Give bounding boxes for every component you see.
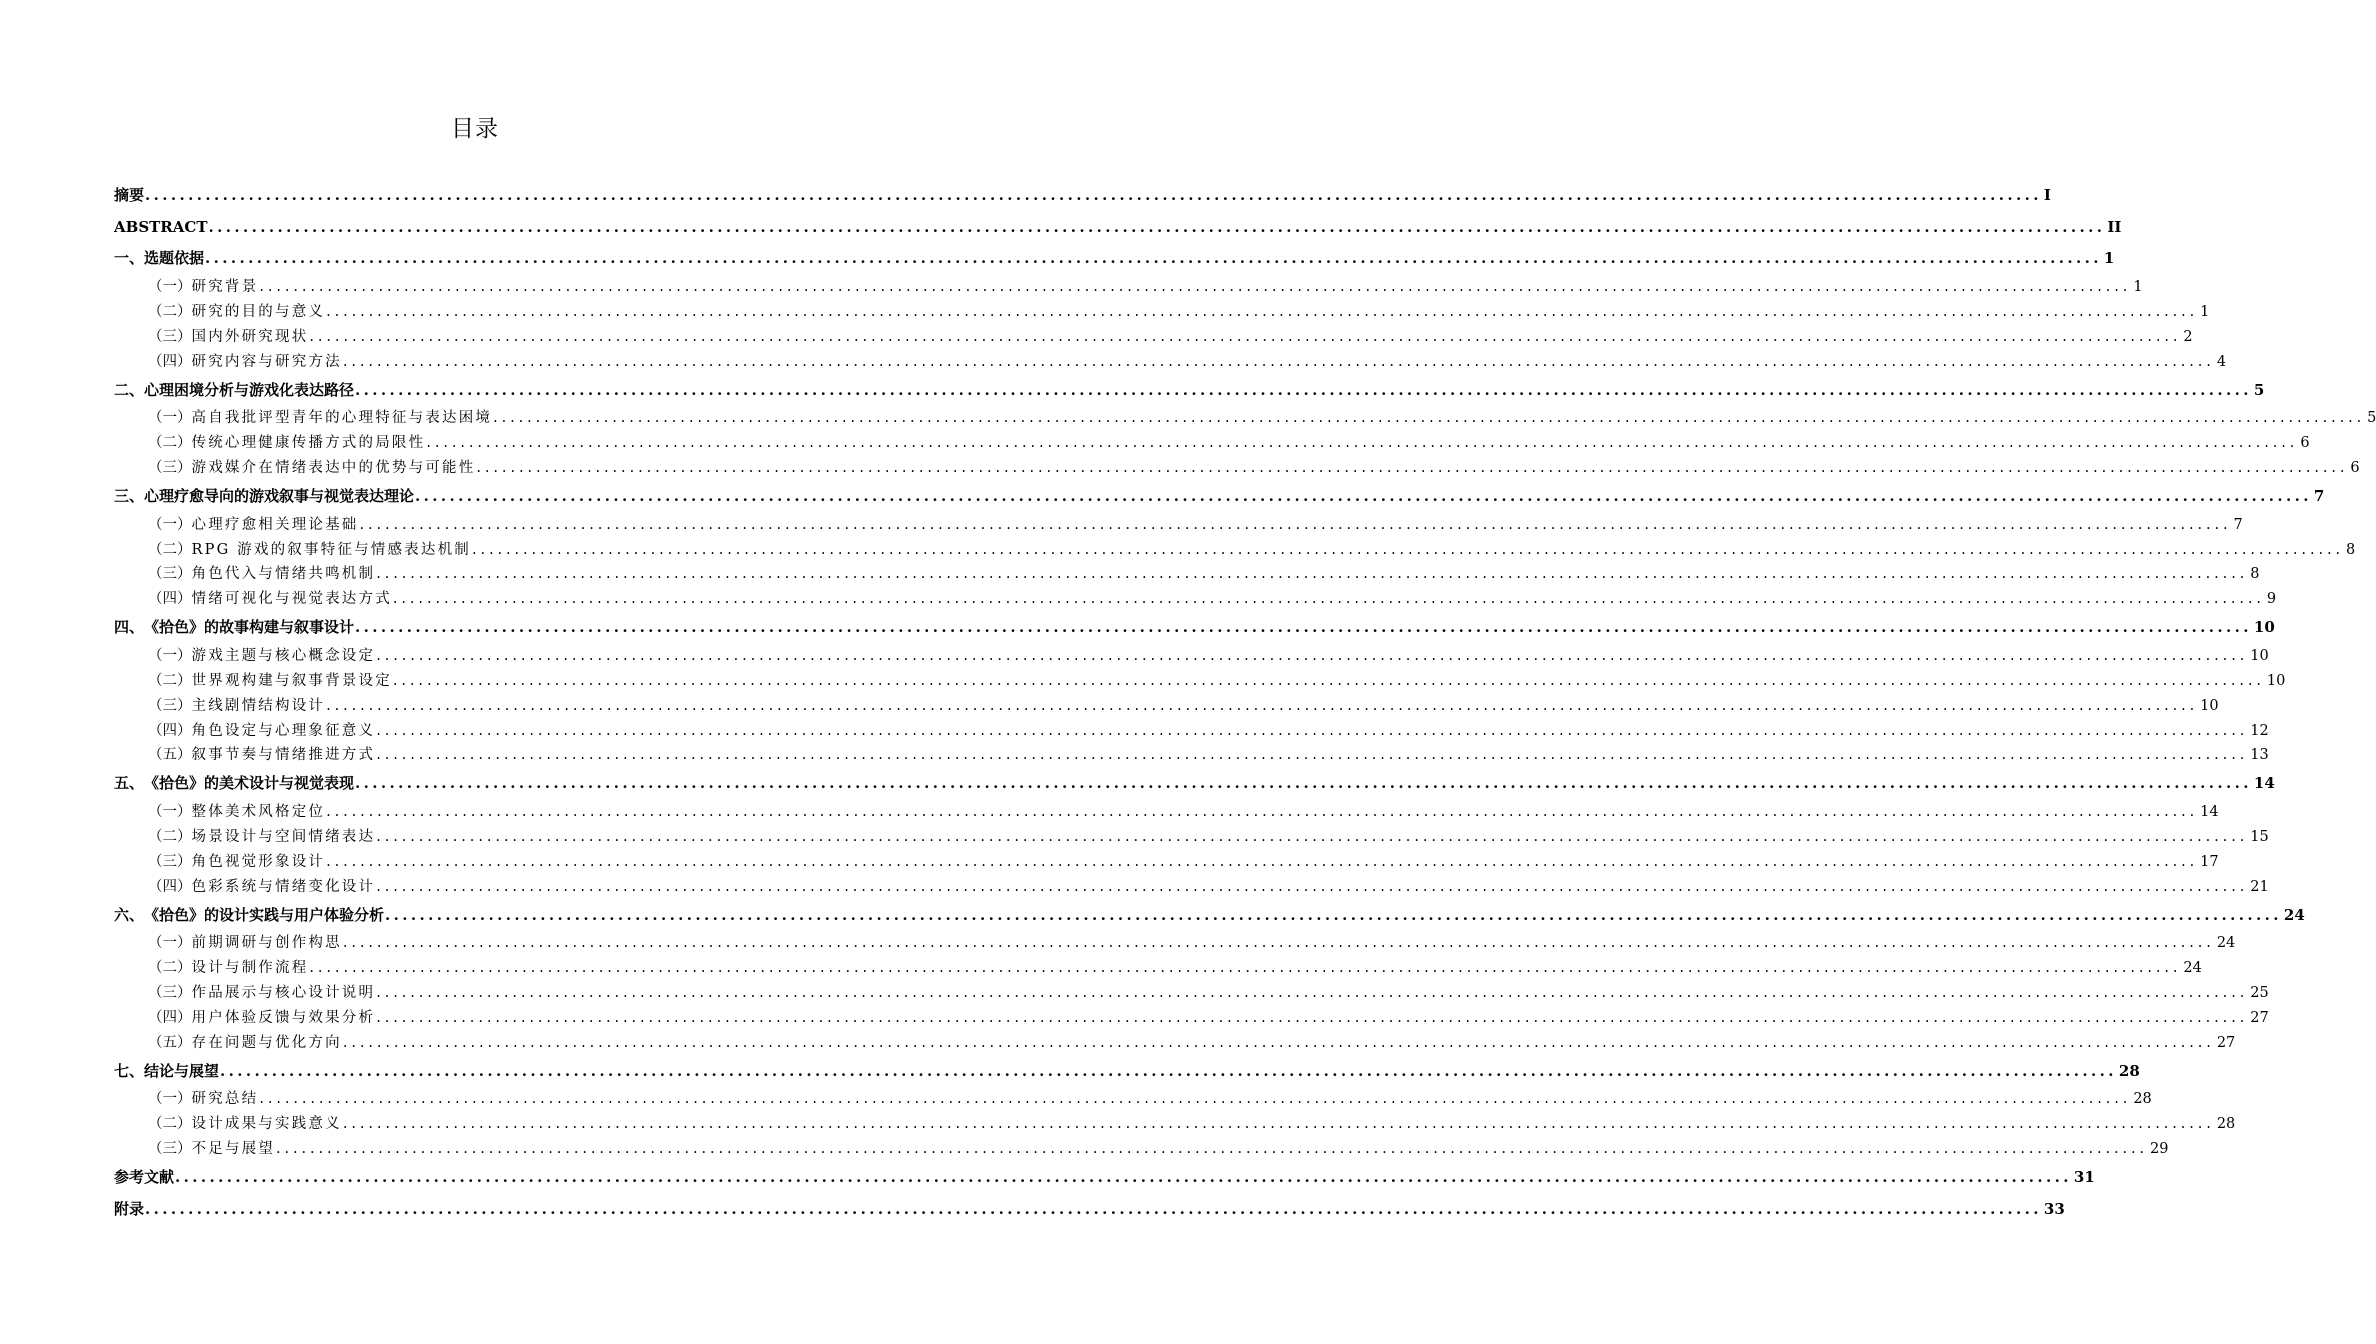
toc-entry-number: （二）	[148, 828, 192, 845]
toc-page-number: 10	[2253, 618, 2275, 637]
toc-page-number: 12	[2250, 722, 2269, 739]
toc-entry-number: （一）	[148, 410, 192, 427]
toc-section-entry[interactable]	[114, 825, 2269, 850]
toc-entry-number: （四）	[148, 591, 192, 608]
toc-section-entry[interactable]	[114, 538, 2356, 563]
dot-leader: ............................................................................................................................................................................................................................	[376, 1009, 2249, 1026]
toc-entry-title: 色彩系统与情绪变化设计	[191, 878, 376, 895]
dot-leader: ............................................................................................................................................................................................................................	[376, 828, 2249, 845]
toc-entry-number: （一）	[148, 647, 192, 664]
dot-leader: ............................................................................................................................................................................................................................	[220, 1061, 2117, 1080]
dot-leader: ............................................................................................................................................................................................................................	[385, 905, 2282, 924]
toc-section-entry[interactable]	[114, 719, 2269, 744]
toc-entry-title: ABSTRACT	[114, 217, 208, 236]
toc-entry-title: 游戏主题与核心概念设定	[191, 647, 376, 664]
toc-entry-title: 选题依据	[144, 249, 205, 268]
dot-leader: ............................................................................................................................................................................................................................	[326, 303, 2199, 320]
toc-section-entry[interactable]	[114, 325, 2193, 350]
toc-entry-title: 作品展示与核心设计说明	[191, 985, 376, 1002]
toc-page-number: 10	[2250, 647, 2269, 664]
toc-page-number: 13	[2250, 747, 2269, 764]
toc-entry-number: （三）	[148, 853, 192, 870]
toc-chapter-entry[interactable]	[114, 1194, 2065, 1226]
toc-entry-number: （三）	[148, 1141, 192, 1158]
dot-leader: ............................................................................................................................................................................................................................	[309, 328, 2182, 345]
toc-page-number: 17	[2200, 853, 2219, 870]
toc-page-number: 14	[2253, 774, 2275, 793]
toc-entry-title: 世界观构建与叙事背景设定	[191, 672, 392, 689]
toc-page-number: 24	[2216, 935, 2236, 952]
toc-page-number: 10	[2200, 697, 2219, 714]
toc-entry-number: （三）	[148, 985, 192, 1002]
toc-entry-number: （二）	[148, 541, 192, 558]
toc-entry-title: 角色代入与情绪共鸣机制	[191, 566, 376, 583]
toc-page-number: 6	[2300, 435, 2310, 452]
dot-leader: ............................................................................................................................................................................................................................	[376, 647, 2249, 664]
toc-chapter-entry[interactable]	[114, 180, 2051, 212]
toc-page-number: 9	[2266, 591, 2277, 608]
dot-leader: ............................................................................................................................................................................................................................	[376, 722, 2249, 739]
toc-entry-number: （二）	[148, 960, 192, 977]
toc-page-number: 21	[2250, 878, 2269, 895]
toc-entry-number: （三）	[148, 697, 192, 714]
toc-chapter-entry[interactable]	[114, 243, 2115, 275]
dot-leader: ............................................................................................................................................................................................................................	[145, 1199, 2042, 1218]
toc-section-entry[interactable]	[114, 1137, 2169, 1162]
toc-entry-number: 一、	[114, 249, 145, 268]
toc-entry-number: 三、	[114, 486, 145, 505]
dot-leader: ............................................................................................................................................................................................................................	[392, 672, 2265, 689]
toc-section-entry[interactable]	[114, 275, 2143, 300]
toc-page-number: 7	[2313, 486, 2325, 505]
toc-entry-number: 二、	[114, 380, 145, 399]
toc-entry-title: 研究总结	[191, 1091, 259, 1108]
toc-page-number: 14	[2200, 804, 2219, 821]
toc-chapter-entry[interactable]	[114, 1056, 2140, 1088]
toc-entry-title: 设计成果与实践意义	[191, 1116, 342, 1133]
toc-chapter-entry[interactable]	[114, 212, 2122, 244]
toc-entry-number: （一）	[148, 1091, 192, 1108]
toc-entry-number: （一）	[148, 935, 192, 952]
toc-section-entry[interactable]	[114, 694, 2219, 719]
toc-section-entry[interactable]	[114, 513, 2243, 538]
toc-entry-number: （二）	[148, 303, 192, 320]
toc-entry-title: 游戏媒介在情绪表达中的优势与可能性	[191, 460, 476, 477]
toc-entry-title: 研究的目的与意义	[191, 303, 326, 320]
dot-leader: ............................................................................................................................................................................................................................	[342, 1034, 2215, 1051]
toc-entry-title: 用户体验反馈与效果分析	[191, 1009, 376, 1026]
dot-leader: ............................................................................................................................................................................................................................	[326, 804, 2199, 821]
toc-entry-number: （三）	[148, 566, 192, 583]
toc-section-entry[interactable]	[114, 456, 2360, 481]
toc-chapter-entry[interactable]	[114, 1162, 2095, 1194]
toc-section-entry[interactable]	[114, 875, 2269, 900]
toc-page-number: 1	[2200, 303, 2210, 320]
toc-entry-number: 五、	[114, 774, 145, 793]
toc-entry-title: 设计与制作流程	[191, 960, 309, 977]
dot-leader: ............................................................................................................................................................................................................................	[342, 1116, 2215, 1133]
dot-leader: ............................................................................................................................................................................................................................	[376, 878, 2249, 895]
toc-section-entry[interactable]	[114, 800, 2219, 825]
toc-entry-title: 心理疗愈导向的游戏叙事与视觉表达理论	[144, 486, 415, 505]
toc-entry-title: 场景设计与空间情绪表达	[191, 828, 376, 845]
toc-page-number: 24	[2183, 960, 2202, 977]
toc-entry-title: 传统心理健康传播方式的局限性	[191, 435, 426, 452]
table-of-contents	[114, 180, 2376, 1226]
dot-leader: ............................................................................................................................................................................................................................	[476, 460, 2349, 477]
toc-entry-title: 前期调研与创作构思	[191, 935, 342, 952]
toc-page-number: 7	[2233, 516, 2243, 533]
toc-entry-title: 心理疗愈相关理论基础	[191, 516, 359, 533]
toc-page-number: 29	[2150, 1141, 2169, 1158]
toc-entry-title: 主线剧情结构设计	[191, 697, 326, 714]
toc-entry-title: 情绪可视化与视觉表达方式	[191, 591, 392, 608]
toc-entry-title: 《拾色》的美术设计与视觉表现	[144, 774, 355, 793]
dot-leader: ............................................................................................................................................................................................................................	[493, 410, 2366, 427]
toc-section-entry[interactable]	[114, 1006, 2269, 1031]
toc-section-entry[interactable]	[114, 956, 2202, 981]
toc-page-number: 5	[2253, 380, 2265, 399]
toc-page-number: 8	[2345, 541, 2356, 558]
toc-page-number: 27	[2250, 1009, 2269, 1026]
toc-page-number: 4	[2216, 353, 2227, 370]
toc-chapter-entry[interactable]	[114, 768, 2275, 800]
dot-leader: ............................................................................................................................................................................................................................	[175, 1168, 2072, 1187]
toc-page-number: 27	[2216, 1034, 2236, 1051]
toc-section-entry[interactable]	[114, 350, 2227, 375]
toc-entry-number: （四）	[148, 353, 192, 370]
toc-chapter-entry[interactable]	[114, 481, 2325, 513]
toc-entry-title: 心理困境分析与游戏化表达路径	[144, 380, 355, 399]
toc-entry-title: 研究背景	[191, 279, 259, 296]
toc-section-entry[interactable]	[114, 669, 2286, 694]
toc-page-number: 1	[2103, 249, 2115, 268]
dot-leader: ............................................................................................................................................................................................................................	[376, 566, 2249, 583]
dot-leader: ............................................................................................................................................................................................................................	[471, 541, 2344, 558]
toc-entry-title: 《拾色》的故事构建与叙事设计	[144, 618, 355, 637]
toc-section-entry[interactable]	[114, 1087, 2152, 1112]
toc-page-number: 1	[2133, 279, 2143, 296]
toc-page-number: 10	[2266, 672, 2286, 689]
dot-leader: ............................................................................................................................................................................................................................	[145, 186, 2042, 204]
dot-leader: ............................................................................................................................................................................................................................	[376, 747, 2249, 764]
toc-entry-number: （二）	[148, 672, 192, 689]
toc-page-number: 15	[2250, 828, 2269, 845]
toc-entry-number: （二）	[148, 1116, 192, 1133]
toc-entry-title: 角色视觉形象设计	[191, 853, 326, 870]
toc-chapter-entry[interactable]	[114, 375, 2265, 407]
toc-entry-number: （三）	[148, 460, 192, 477]
toc-section-entry[interactable]	[114, 562, 2260, 587]
dot-leader: ............................................................................................................................................................................................................................	[205, 249, 2102, 268]
toc-entry-title: 《拾色》的设计实践与用户体验分析	[144, 905, 385, 924]
toc-section-entry[interactable]	[114, 406, 2376, 431]
dot-leader: ............................................................................................................................................................................................................................	[342, 353, 2215, 370]
toc-entry-number: 六、	[114, 905, 145, 924]
toc-page-number: 33	[2043, 1199, 2065, 1218]
dot-leader: ............................................................................................................................................................................................................................	[259, 1091, 2132, 1108]
toc-section-entry[interactable]	[114, 587, 2277, 612]
toc-entry-title: 结论与展望	[144, 1061, 220, 1080]
toc-entry-title: 研究内容与研究方法	[191, 353, 342, 370]
toc-page-number: 2	[2183, 328, 2193, 345]
dot-leader: ............................................................................................................................................................................................................................	[309, 960, 2182, 977]
toc-chapter-entry[interactable]	[114, 900, 2305, 932]
toc-entry-title: 附录	[114, 1199, 145, 1218]
toc-page-number: 31	[2073, 1168, 2095, 1187]
dot-leader: ............................................................................................................................................................................................................................	[355, 774, 2252, 793]
dot-leader: ............................................................................................................................................................................................................................	[376, 985, 2249, 1002]
dot-leader: ............................................................................................................................................................................................................................	[276, 1141, 2149, 1158]
dot-leader: ............................................................................................................................................................................................................................	[259, 279, 2132, 296]
toc-section-entry[interactable]	[114, 431, 2310, 456]
toc-page-number: 24	[2283, 905, 2305, 924]
toc-page-number: 25	[2250, 985, 2269, 1002]
dot-leader: ............................................................................................................................................................................................................................	[392, 591, 2265, 608]
dot-leader: ............................................................................................................................................................................................................................	[415, 486, 2312, 505]
toc-page-number: I	[2043, 186, 2051, 204]
toc-entry-number: （四）	[148, 878, 192, 895]
toc-entry-number: （一）	[148, 516, 192, 533]
toc-entry-title: 整体美术风格定位	[191, 804, 326, 821]
toc-entry-number: 四、	[114, 618, 145, 637]
dot-leader: ............................................................................................................................................................................................................................	[359, 516, 2232, 533]
dot-leader: ............................................................................................................................................................................................................................	[426, 435, 2299, 452]
toc-page-number: 28	[2216, 1116, 2236, 1133]
toc-page-number: 6	[2350, 460, 2360, 477]
toc-entry-number: （一）	[148, 279, 192, 296]
dot-leader: ............................................................................................................................................................................................................................	[208, 217, 2106, 236]
toc-entry-title: 存在问题与优化方向	[191, 1034, 342, 1051]
toc-entry-title: 国内外研究现状	[191, 328, 309, 345]
toc-section-entry[interactable]	[114, 931, 2236, 956]
toc-entry-number: （一）	[148, 804, 192, 821]
toc-entry-title: RPG 游戏的叙事特征与情感表达机制	[191, 541, 471, 558]
toc-section-entry[interactable]	[114, 300, 2210, 325]
toc-section-entry[interactable]	[114, 850, 2219, 875]
toc-section-entry[interactable]	[114, 981, 2269, 1006]
toc-section-entry[interactable]	[114, 743, 2269, 768]
toc-entry-title: 高自我批评型青年的心理特征与表达困境	[191, 410, 493, 427]
dot-leader: ............................................................................................................................................................................................................................	[326, 853, 2199, 870]
dot-leader: ............................................................................................................................................................................................................................	[355, 618, 2252, 637]
toc-page-number: 5	[2367, 410, 2376, 427]
toc-entry-number: 七、	[114, 1061, 145, 1080]
toc-entry-number: （二）	[148, 435, 192, 452]
toc-entry-number: （三）	[148, 328, 192, 345]
toc-page-number: 8	[2250, 566, 2260, 583]
toc-entry-title: 摘要	[114, 186, 145, 204]
toc-page-number: II	[2107, 217, 2122, 236]
toc-page-number: 28	[2133, 1091, 2152, 1108]
toc-entry-number: （四）	[148, 1009, 192, 1026]
dot-leader: ............................................................................................................................................................................................................................	[342, 935, 2215, 952]
toc-section-entry[interactable]	[114, 644, 2269, 669]
dot-leader: ............................................................................................................................................................................................................................	[326, 697, 2199, 714]
toc-entry-number: （五）	[148, 1034, 192, 1051]
toc-section-entry[interactable]	[114, 1112, 2236, 1137]
toc-entry-title: 不足与展望	[191, 1141, 275, 1158]
page-title: 目录	[451, 116, 499, 142]
toc-chapter-entry[interactable]	[114, 612, 2275, 644]
dot-leader: ............................................................................................................................................................................................................................	[355, 380, 2252, 399]
toc-entry-title: 参考文献	[114, 1168, 175, 1187]
toc-entry-number: （五）	[148, 747, 192, 764]
toc-section-entry[interactable]	[114, 1031, 2236, 1056]
toc-page-number: 28	[2118, 1061, 2140, 1080]
toc-entry-number: （四）	[148, 722, 192, 739]
toc-entry-title: 叙事节奏与情绪推进方式	[191, 747, 376, 764]
toc-entry-title: 角色设定与心理象征意义	[191, 722, 376, 739]
